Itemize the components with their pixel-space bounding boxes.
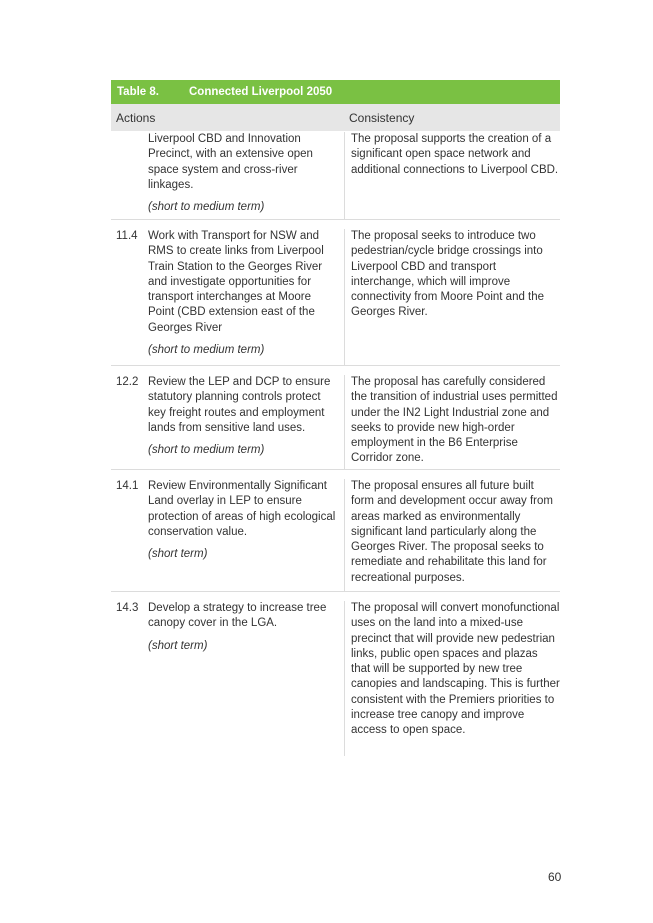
consistency-text: The proposal ensures all future built form and development occur away from areas marked as environmentally significant land particularly along the Georges River. The proposal seeks to remediate and rehabilitate this land for recreational purposes.: [351, 480, 553, 584]
consistency-text: The proposal seeks to introduce two pedestrian/cycle bridge crossings into Liverpool CBD and transport interchange, which will improve connectivity from Moore Point and the Georges River.: [351, 230, 545, 319]
row-number: 14.3: [116, 602, 139, 614]
action-cell: [148, 375, 345, 469]
action-cell: [148, 229, 345, 365]
action-term: (short term): [148, 639, 208, 652]
action-term: (short to medium term): [148, 444, 265, 457]
table-number: Table 8.: [117, 86, 159, 98]
table-row: [111, 220, 560, 366]
action-text: Review the LEP and DCP to ensure statutory planning controls protect key freight routes and employment lands from sensitive land uses.: [148, 376, 331, 434]
consistency-text: The proposal has carefully considered the transition of industrial uses permitted under the IN2 Light Industrial zone and seeks to provide new high-order employment in the B6 Enterprise Corridor zone.: [351, 376, 558, 465]
action-term: (short to medium term): [148, 201, 265, 214]
row-number: 14.1: [116, 480, 139, 492]
table-title-bar: [111, 80, 560, 104]
table-row: [111, 131, 560, 220]
action-term: (short term): [148, 548, 208, 561]
connected-liverpool-table: [111, 80, 560, 756]
table-header-row: [111, 104, 560, 131]
action-term: (short to medium term): [148, 344, 265, 357]
action-cell: [148, 132, 345, 219]
table-row: [111, 470, 560, 592]
row-number: [111, 132, 148, 219]
action-text: Develop a strategy to increase tree canopy cover in the LGA.: [148, 602, 327, 630]
consistency-text: The proposal supports the creation of a significant open space network and additional connections to Liverpool CBD.: [351, 133, 559, 176]
header-actions: Actions: [116, 110, 156, 125]
action-text: Work with Transport for NSW and RMS to create links from Liverpool Train Station to the Georges River and investigate opportunities for transport interchanges at Moore Point (CBD extension east of the Georges River: [148, 230, 324, 334]
row-number: 11.4: [116, 230, 138, 242]
action-cell: [148, 601, 345, 756]
action-text: Review Environmentally Significant Land overlay in LEP to ensure protection of areas of high ecological conservation value.: [148, 480, 336, 538]
consistency-text: The proposal will convert monofunctional uses on the land into a mixed-use precinct that will provide new pedestrian links, public open spaces and plazas that will be supported by new tree canopies and landscaping. This is further consistent with the Premiers priorities to increase tree canopy and improve access to open space.: [351, 602, 560, 737]
action-text: Liverpool CBD and Innovation Precinct, with an extensive open space system and cross-river linkages.: [148, 133, 313, 191]
table-row: [111, 592, 560, 756]
table-row: [111, 366, 560, 470]
action-cell: [148, 479, 345, 591]
page-number: 60: [548, 870, 562, 884]
table-title: Connected Liverpool 2050: [189, 86, 333, 98]
row-number: 12.2: [116, 376, 139, 388]
header-consistency: Consistency: [349, 110, 415, 125]
